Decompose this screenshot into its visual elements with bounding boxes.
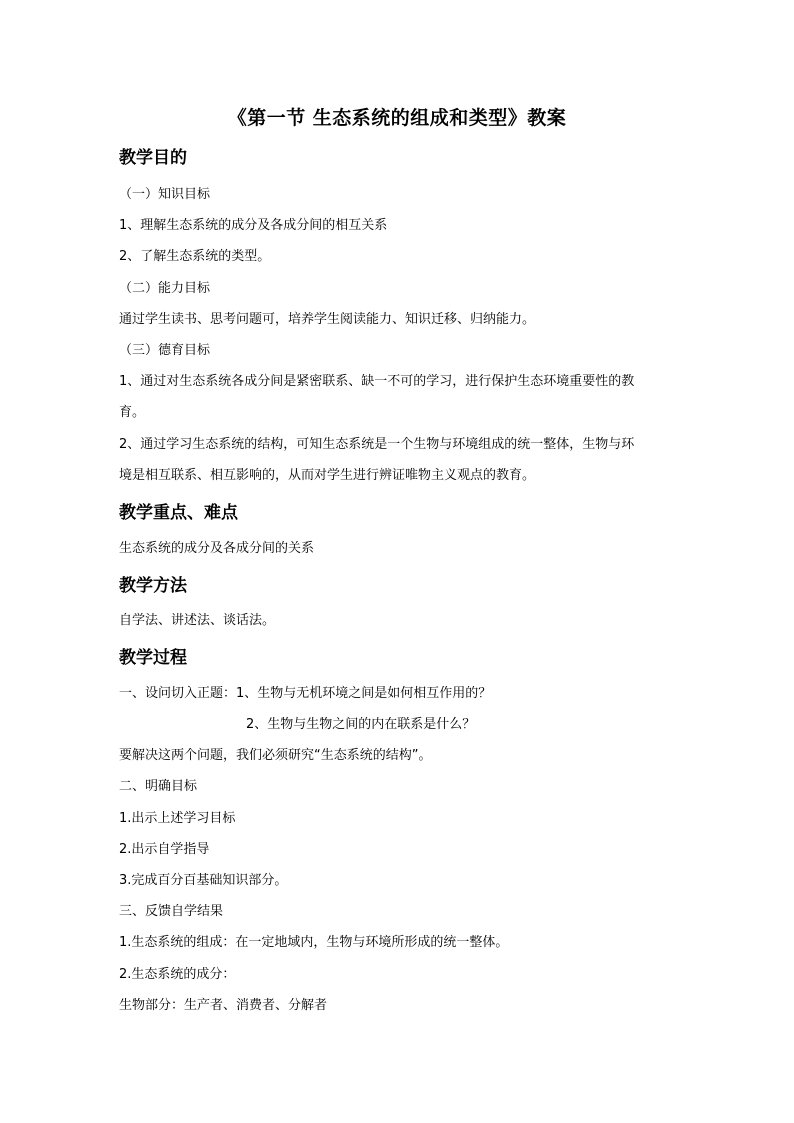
heading-methods: 教学方法 [119,576,187,596]
heading-key-points: 教学重点、难点 [119,503,238,523]
knowledge-goal-label: （一）知识目标 [119,187,211,202]
process-step1-note: 要解决这两个问题，我们必须研究“生态系统的结构”。 [119,748,432,763]
moral-goal-2-line2: 境是相互联系、相互影响的，从而对学生进行辨证唯物主义观点的教育。 [119,468,536,483]
knowledge-goal-2: 2、了解生态系统的类型。 [119,249,271,264]
process-step2-item3: 3.完成百分百基础知识部分。 [119,873,288,888]
process-step3: 三、反馈自学结果 [119,904,224,919]
process-step3-item1: 1.生态系统的组成：在一定地域内，生物与环境所形成的统一整体。 [119,935,509,950]
process-step1-question2: 2、生物与生物之间的内在联系是什么？ [246,717,476,732]
process-step3-item3: 生物部分：生产者、消费者、分解者 [119,998,328,1013]
moral-goal-2-line1: 2、通过学习生态系统的结构，可知生态系统是一个生物与环境组成的统一整体，生物与环 [119,437,635,452]
ability-goal-1: 通过学生读书、思考问题可，培养学生阅读能力、知识迁移、归纳能力。 [119,312,536,327]
moral-goal-1-line1: 1、通过对生态系统各成分间是紧密联系、缺一不可的学习，进行保护生态环境重要性的教 [119,374,635,389]
key-points-text: 生态系统的成分及各成分间的关系 [119,541,315,556]
process-step2-item2: 2.出示自学指导 [119,842,210,857]
ability-goal-label: （二）能力目标 [119,281,211,296]
document-title: 《第一节 生态系统的组成和类型》教案 [227,107,567,129]
heading-objectives: 教学目的 [119,148,187,168]
process-step2-item1: 1.出示上述学习目标 [119,811,236,826]
knowledge-goal-1: 1、理解生态系统的成分及各成分间的相互关系 [119,218,388,233]
process-step3-item2: 2.生态系统的成分： [119,967,236,982]
moral-goal-label: （三）德育目标 [119,343,211,358]
heading-process: 教学过程 [119,648,187,668]
process-step1: 一、设问切入正题：1、生物与无机环境之间是如何相互作用的？ [119,686,492,701]
moral-goal-1-line2: 育。 [119,405,146,420]
methods-text: 自学法、讲述法、谈话法。 [119,613,276,628]
process-step2: 二、明确目标 [119,779,198,794]
